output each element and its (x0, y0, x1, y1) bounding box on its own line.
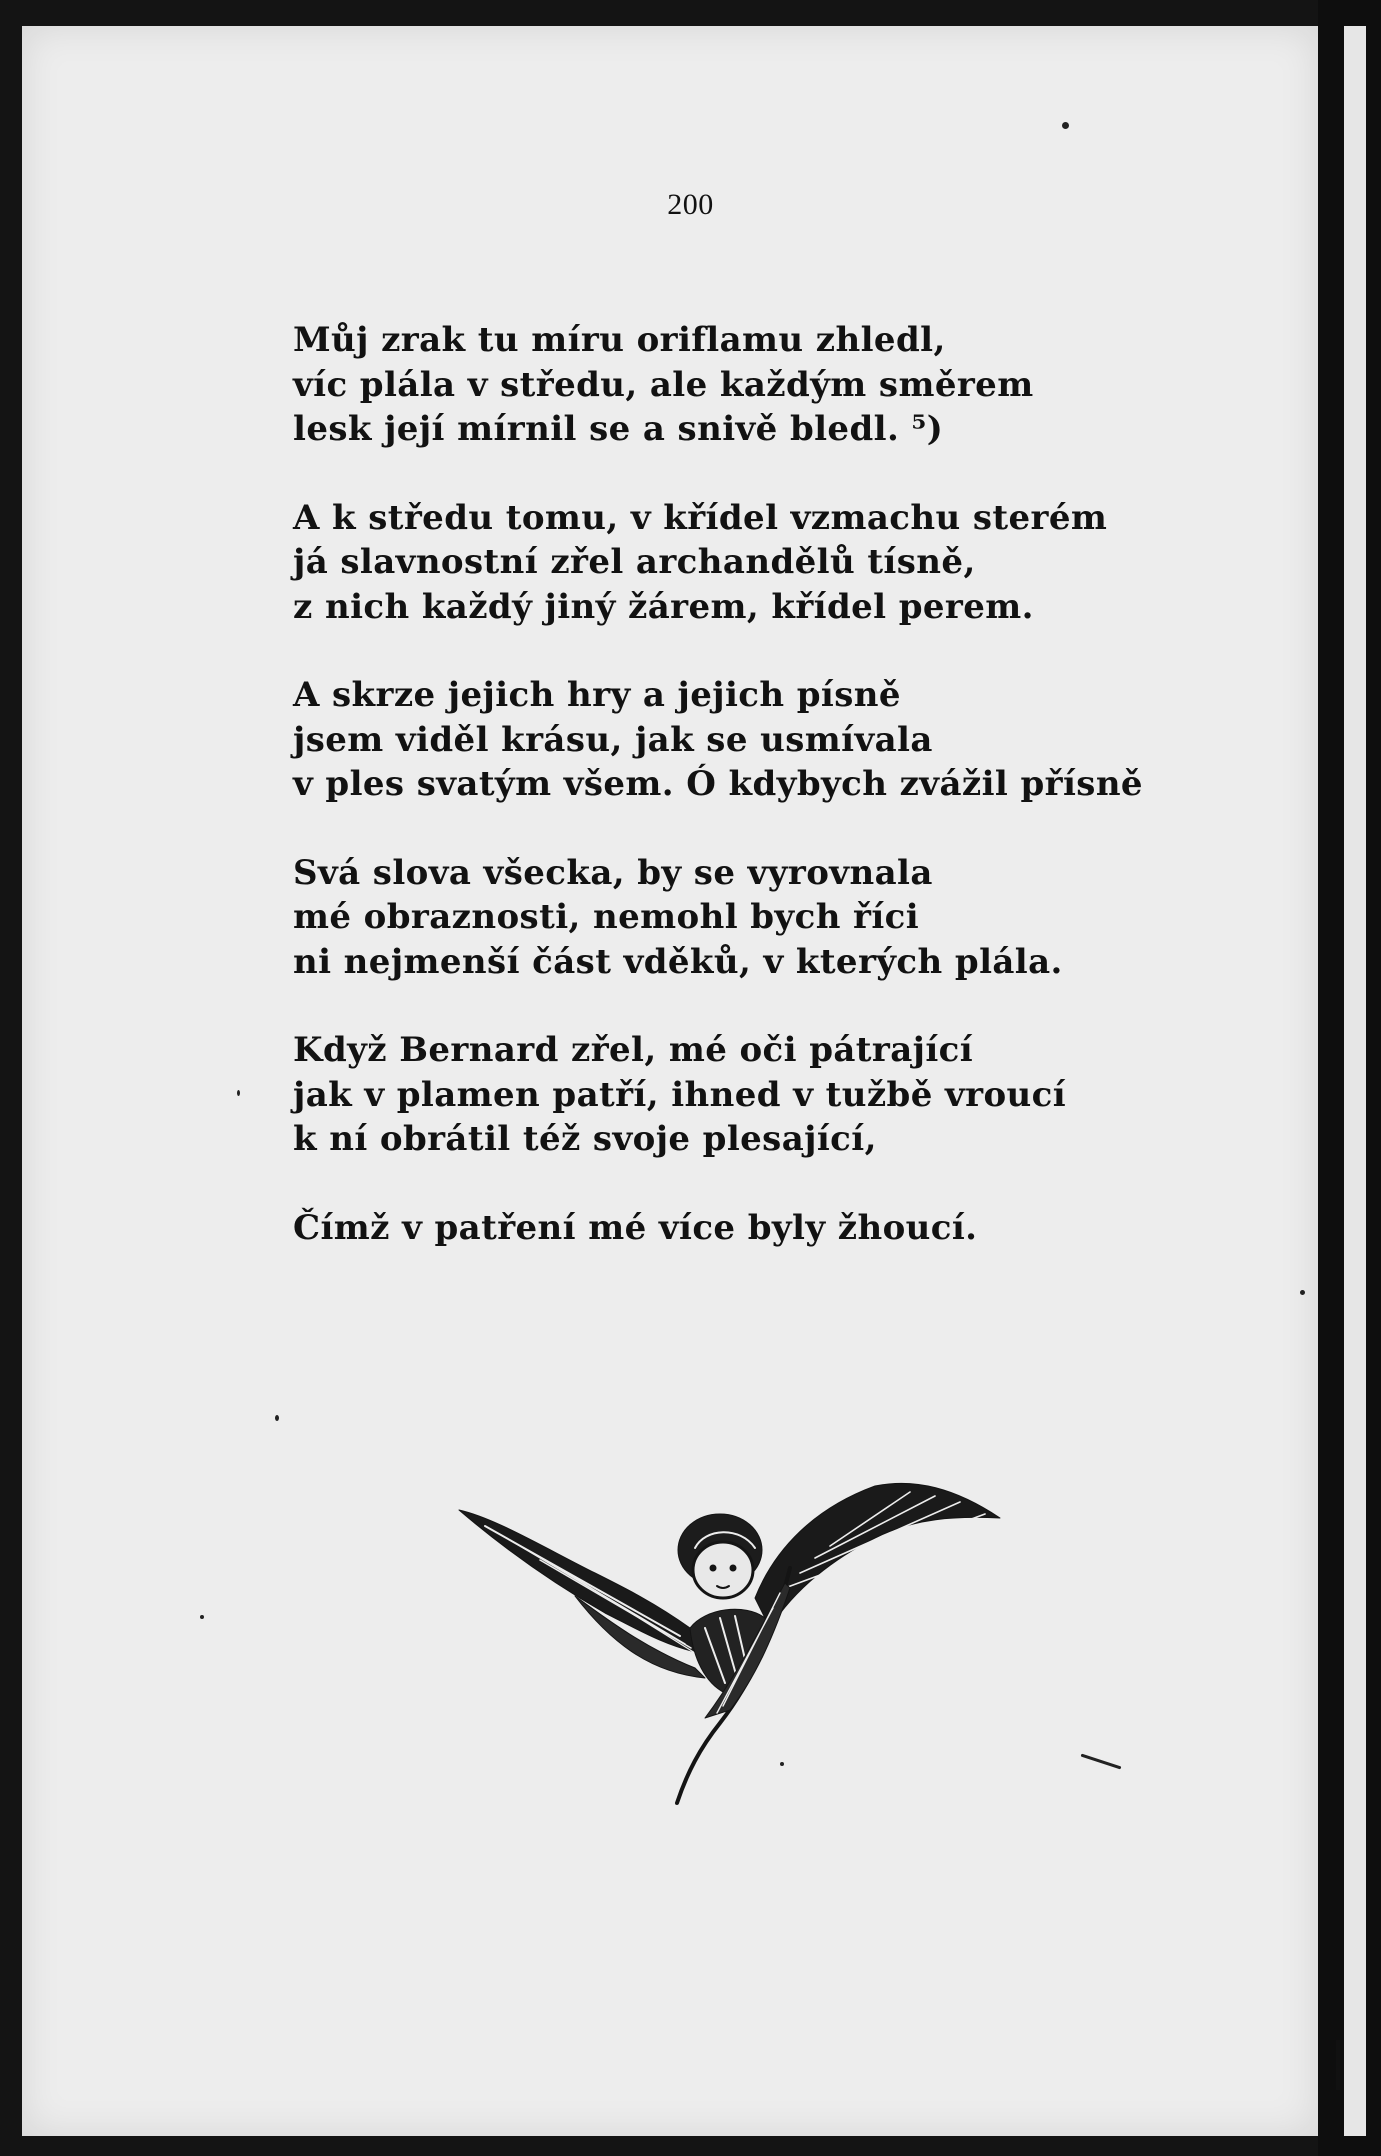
poem-line: A skrze jejich hry a jejich písně (293, 675, 901, 715)
winged-cherub-icon (455, 1478, 1015, 1808)
stanza (293, 318, 1193, 452)
scan-speck (1300, 1290, 1305, 1295)
scan-speck (200, 1615, 204, 1619)
stanza (293, 496, 1193, 630)
poem-line: jak v plamen patří, ihned v tužbě vroucí (293, 1074, 1067, 1115)
poem-line: lesk její mírnil se a snivě bledl. ⁵) (293, 409, 944, 449)
poem-line: k ní obrátil též svoje plesající, (293, 1119, 877, 1159)
poem-line: mé obraznosti, nemohl bych říci (293, 897, 920, 937)
poem-line: jsem viděl krásu, jak se usmívala (293, 719, 933, 760)
edge-mark (1336, 2040, 1340, 2090)
stanza (293, 673, 1193, 807)
stanza (293, 1028, 1193, 1162)
scan-speck (1062, 122, 1069, 129)
poem-text (293, 318, 1193, 1294)
page-number: 200 (667, 188, 714, 221)
scan-speck (275, 1415, 279, 1421)
stanza (293, 1206, 1193, 1251)
poem-line: Svá slova všecka, by se vyrovnala (293, 852, 933, 893)
scan-speck (237, 1090, 240, 1096)
poem-line: víc plála v středu, ale každým směrem (293, 364, 1034, 405)
poem-line: ni nejmenší část vděků, v kterých plála. (293, 941, 1063, 982)
poem-line: já slavnostní zřel archandělů tísně, (293, 542, 976, 582)
scan-speck (780, 1762, 784, 1766)
stanza (293, 851, 1193, 985)
poem-line: Když Bernard zřel, mé oči pátrající (293, 1030, 974, 1070)
poem-line: v ples svatým všem. Ó kdybych zvážil přísně (293, 764, 1143, 804)
poem-line: z nich každý jiný žárem, křídel perem. (293, 586, 1034, 627)
adjacent-page-edge (1344, 26, 1366, 2136)
poem-line: Můj zrak tu míru oriflamu zhledl, (293, 320, 946, 360)
poem-line: A k středu tomu, v křídel vzmachu sterém (293, 497, 1108, 538)
poem-line: Čímž v patření mé více byly žhoucí. (293, 1207, 978, 1248)
